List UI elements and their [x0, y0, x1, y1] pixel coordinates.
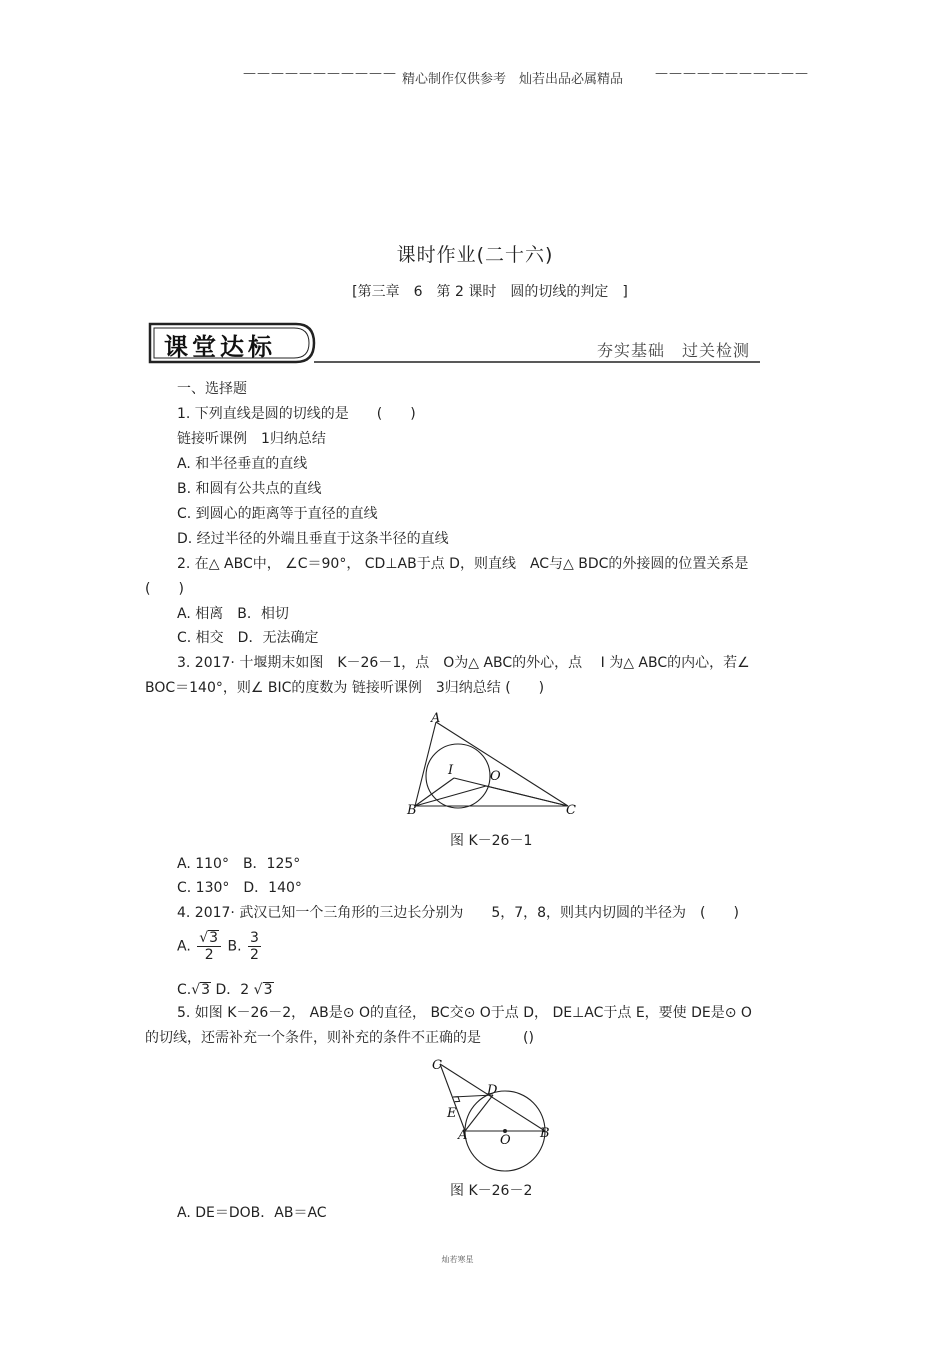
sqrt-symbol: √3 [191, 982, 211, 998]
banner-label: 课堂达标 [164, 333, 276, 361]
section-banner [146, 320, 766, 366]
page-subtitle: [第三章 6 第 2 课时 圆的切线的判定 ] [352, 284, 628, 300]
q4-option-b-fraction [248, 930, 261, 963]
header-left-dash: ——————————— [243, 66, 397, 81]
q2-options-cd: C. 相交 D．无法确定 [177, 630, 319, 646]
figure-k-26-1 [400, 710, 590, 820]
q4-options-ab [177, 930, 263, 963]
q3-options-ab: A. 110° B．125° [177, 856, 301, 872]
q4-option-a-denominator: 2 [204, 947, 214, 963]
q4-option-b-prefix: B. [227, 938, 242, 955]
fig1-label-i: I [448, 763, 454, 778]
q1-option-a: A. 和半径垂直的直线 [177, 456, 308, 472]
q1-option-b: B. 和圆有公共点的直线 [177, 481, 322, 497]
q4-option-b-denominator: 2 [250, 947, 259, 963]
q4-options-cd [177, 980, 274, 1000]
sqrt-symbol: √3 [253, 982, 273, 998]
q4-option-c-prefix: C. [177, 982, 192, 998]
fig1-label-b: B [407, 803, 417, 818]
q1-option-d: D. 经过半径的外端且垂直于这条半径的直线 [177, 531, 449, 547]
q2-stem-line2: ( ) [145, 581, 184, 597]
fig2-label-c: C [432, 1058, 442, 1073]
fig2-label-b: B [540, 1126, 550, 1141]
q4-option-a-prefix: A. [177, 938, 191, 955]
fig1-label-o: O [490, 769, 501, 784]
fig1-label-c: C [566, 803, 576, 818]
q4-option-d-prefix: D．2 [215, 982, 250, 998]
q2-options-ab: A. 相离 B．相切 [177, 606, 289, 622]
fig1-segment-oc [486, 786, 568, 806]
fig2-label-e: E [447, 1106, 457, 1121]
figure-k-26-2 [420, 1050, 560, 1175]
q1-note: 链接听课例 1归纳总结 [177, 431, 326, 447]
q4-option-a-fraction [197, 930, 221, 963]
page-title: 课时作业(二十六) [396, 244, 554, 266]
q1-stem: 1. 下列直线是圆的切线的是 ( ) [177, 406, 416, 422]
q4-option-a-radicand: 3 [209, 930, 219, 946]
fig1-side-ac [436, 722, 568, 806]
q3-stem-line2: BOC＝140°，则∠ BIC的度数为 链接听课例 3归纳总结 ( ) [145, 680, 545, 696]
header-text: 精心制作仅供参考 灿若出品必属精品 [402, 72, 624, 87]
q3-stem-line1: 3. 2017· 十堰期末如图 K－26－1，点 O为△ ABC的外心，点 I 为△ ABC的内心，若∠ [177, 655, 750, 671]
fig2-label-o: O [500, 1133, 511, 1148]
banner-right-text: 夯实基础 过关检测 [597, 341, 751, 360]
section-heading: 一、选择题 [177, 381, 247, 397]
q1-option-c: C. 到圆心的距离等于直径的直线 [177, 506, 378, 522]
fig1-incircle [426, 744, 490, 808]
q5-stem-line2: 的切线，还需补充一个条件，则补充的条件不正确的是 () [145, 1030, 534, 1046]
q2-stem-line1: 2. 在△ ABC中， ∠C＝90°， CD⊥AB于点 D，则直线 AC与△ BDC的外接圆的位置关系是 [177, 556, 749, 572]
figure2-caption: 图 K－26－2 [450, 1183, 533, 1199]
header-right-dash: ——————————— [655, 66, 809, 81]
figure1-caption: 图 K－26－1 [450, 833, 533, 849]
page-footer: 灿若寒星 [441, 1255, 474, 1264]
q4-stem: 4. 2017· 武汉已知一个三角形的三边长分别为 5，7，8，则其内切圆的半径为 ( ) [177, 905, 739, 921]
q4-option-b-numerator: 3 [250, 930, 259, 946]
q5-stem-line1: 5. 如图 K－26－2， AB是⊙ O的直径， BC交⊙ O于点 D， DE⊥AC于点 E，要使 DE是⊙ O [177, 1005, 752, 1021]
q5-options-ab: A. DE＝DOB．AB＝AC [177, 1205, 327, 1221]
q3-options-cd: C. 130° D．140° [177, 880, 302, 896]
fig2-label-d: D [487, 1083, 498, 1098]
q4-option-d-radicand: 3 [263, 982, 273, 998]
q4-option-c-radicand: 3 [201, 982, 211, 998]
fig2-label-a: A [458, 1128, 468, 1143]
fig1-label-a: A [431, 711, 441, 726]
sqrt-symbol: √3 [199, 930, 219, 946]
